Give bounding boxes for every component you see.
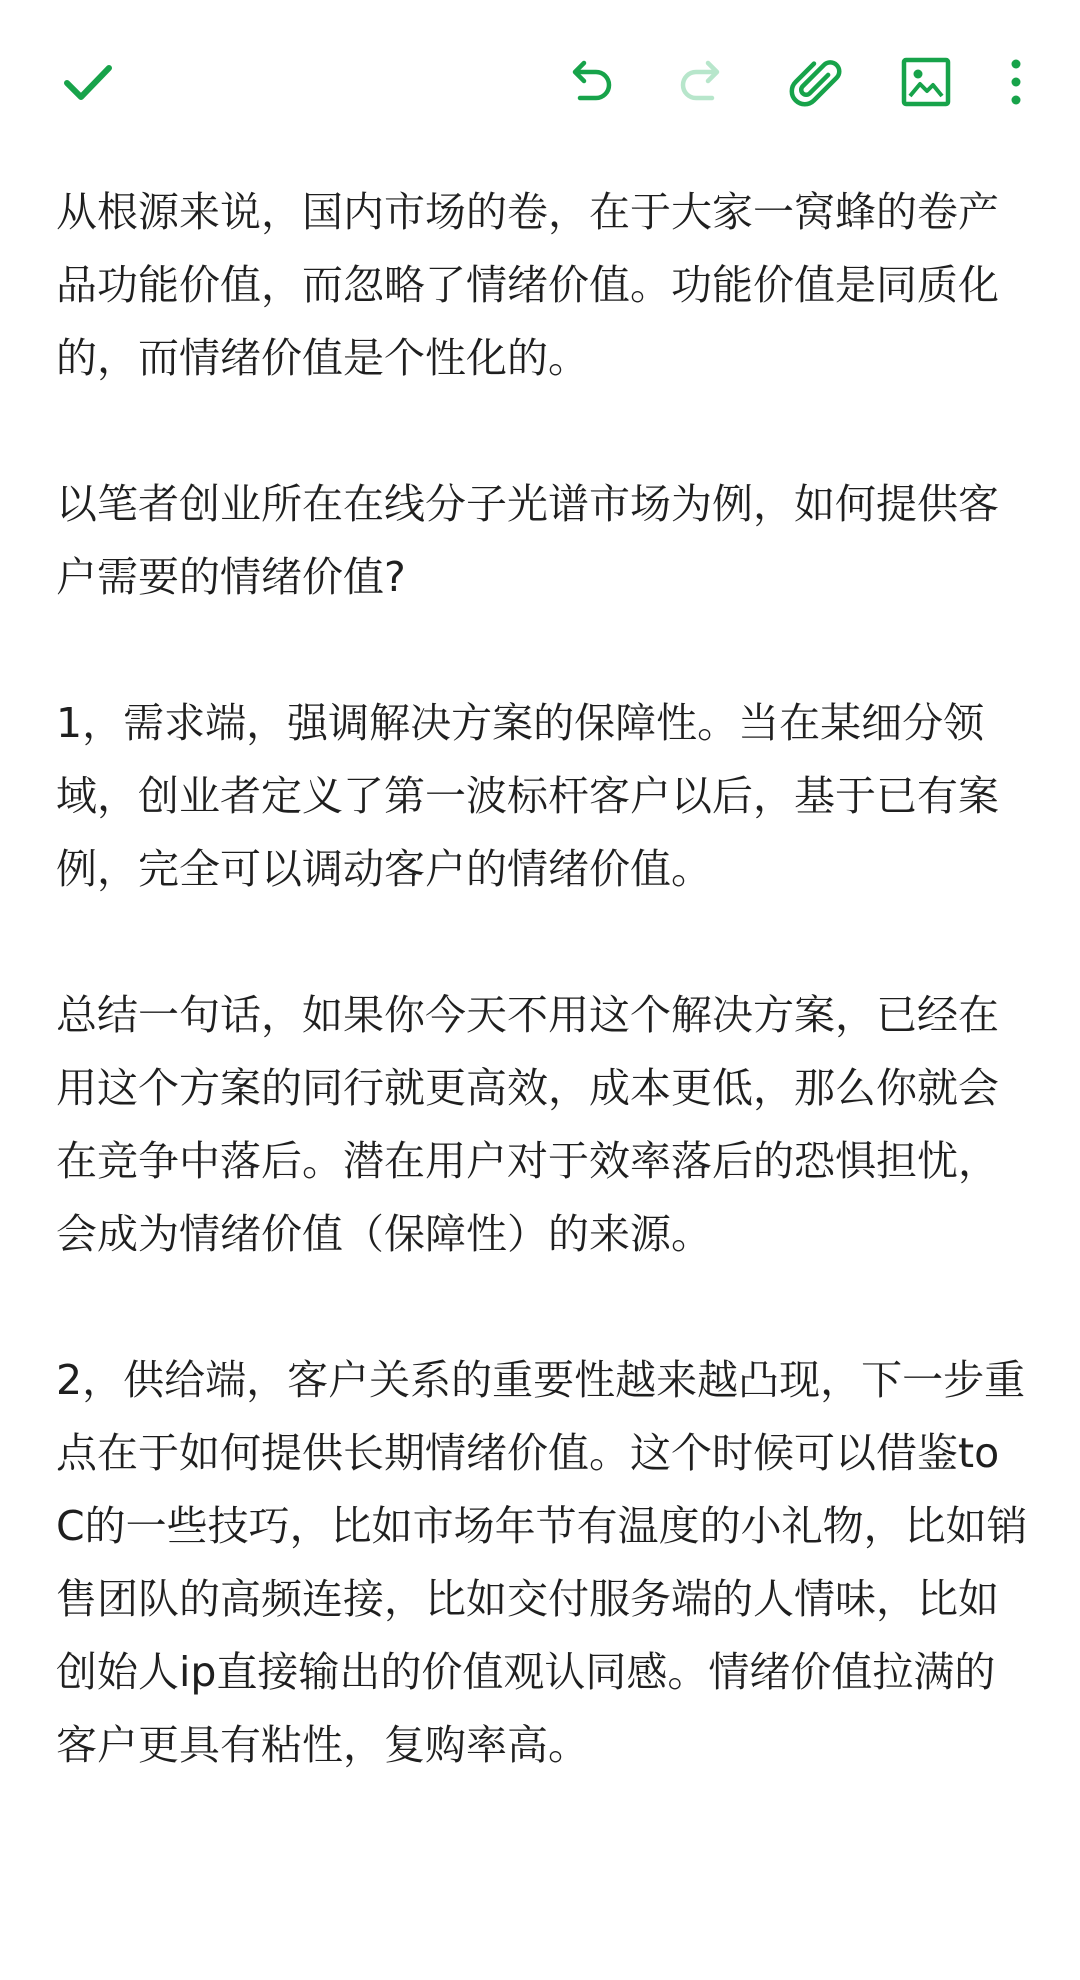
redo-button[interactable] [660,40,744,124]
done-button[interactable] [46,40,130,124]
note-paragraph[interactable]: 总结一句话，如果你今天不用这个解决方案，已经在用这个方案的同行就更高效，成本更低，那么你就会在竞争中落后。潜在用户对于效率落后的恐惧担忧，会成为情绪价值（保障性）的来源。 [56,991,999,1258]
undo-icon [564,56,616,108]
note-paragraph[interactable]: 以笔者创业所在在线分子光谱市场为例，如何提供客户需要的情绪价值? [56,480,999,601]
more-button[interactable] [974,40,1058,124]
note-content[interactable] [56,176,1036,1782]
redo-icon [676,56,728,108]
paperclip-icon [783,51,845,113]
note-paragraph[interactable]: 2，供给端，客户关系的重要性越来越凸现，下一步重点在于如何提供长期情绪价值。这个时候可以借鉴to C的一些技巧，比如市场年节有温度的小礼物，比如销售团队的高频连接，比如交付服务端的人情味，比如创始人ip直接输出的价值观认同感。情绪价值拉满的客户更具有粘性，复购率高。 [56,1356,1028,1769]
undo-button[interactable] [548,40,632,124]
note-paragraph[interactable]: 从根源来说，国内市场的卷，在于大家一窝蜂的卷产品功能价值，而忽略了情绪价值。功能价值是同质化的，而情绪价值是个性化的。 [56,188,999,382]
editor-toolbar [0,0,1080,170]
attach-button[interactable] [772,40,856,124]
image-icon [900,56,952,108]
note-paragraph[interactable]: 1，需求端，强调解决方案的保障性。当在某细分领域，创业者定义了第一波标杆客户以后，基于已有案例，完全可以调动客户的情绪价值。 [56,699,999,893]
check-icon [60,54,116,110]
insert-image-button[interactable] [884,40,968,124]
more-vertical-icon [1006,56,1026,108]
